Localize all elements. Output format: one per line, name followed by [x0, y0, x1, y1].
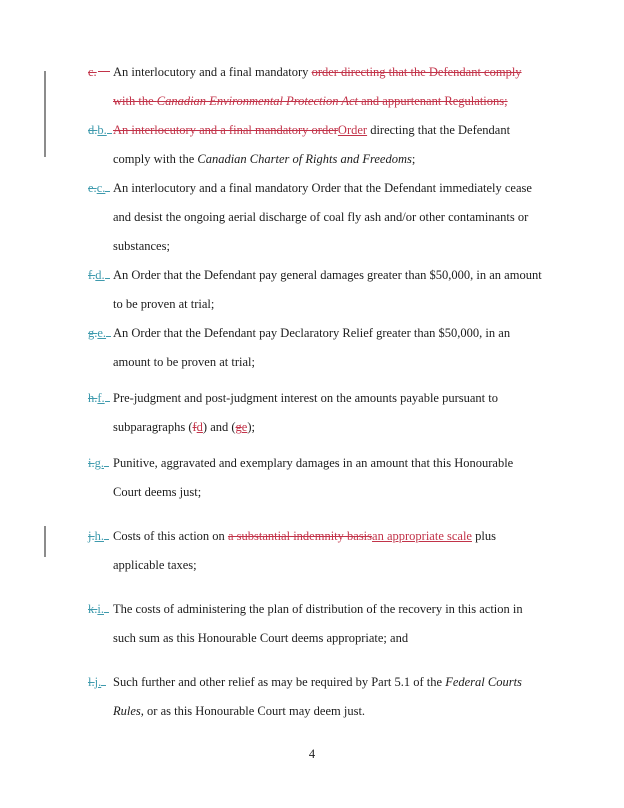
- list-marker: i.g.: [88, 449, 113, 478]
- list-item: [88, 58, 595, 116]
- list-marker: l.j.: [88, 668, 113, 697]
- list-item: [88, 261, 595, 319]
- list-text: Punitive, aggravated and exemplary damages in an amount that this Honourable Court deems just;: [113, 456, 514, 499]
- list-marker: f.d.: [88, 261, 113, 290]
- list-item: [88, 522, 595, 580]
- list-text: The costs of administering the plan of distribution of the recovery in this action in such sum as this Honourable Court deems appropriate; and: [113, 602, 523, 645]
- page-number: 4: [308, 747, 316, 761]
- list-text: An interlocutory and a final mandatory Order that the Defendant immediately cease and desist the ongoing aerial discharge of coal fly ash and/or other contaminants or substances;: [113, 181, 532, 253]
- document-body: [0, 58, 624, 726]
- list-text: An interlocutory and a final mandatory orderOrder directing that the Defendant comply with the Canadian Charter of Rights and Freedoms;: [113, 123, 511, 166]
- list-text: Such further and other relief as may be required by Part 5.1 of the Federal Courts Rules, or as this Honourable Court may deem just.: [113, 675, 522, 718]
- list-item: [88, 668, 595, 726]
- list-marker: g.e.: [88, 319, 113, 348]
- list-marker: k.i.: [88, 595, 113, 624]
- list-item: [88, 174, 595, 261]
- list-item: [88, 319, 595, 377]
- list-marker: h.f.: [88, 384, 113, 413]
- list-marker: d.b.: [88, 116, 113, 145]
- list-item: [88, 449, 595, 507]
- list-text: An Order that the Defendant pay general damages greater than $50,000, in an amount to be proven at trial;: [113, 268, 542, 311]
- list-item: [88, 595, 595, 653]
- list-text: An interlocutory and a final mandatory order directing that the Defendant comply with the Canadian Environmental Protection Act and appurtenant Regulations;: [113, 65, 522, 108]
- list-text: Costs of this action on a substantial indemnity basisan appropriate scale plus applicable taxes;: [113, 529, 496, 572]
- list-text: An Order that the Defendant pay Declaratory Relief greater than $50,000, in an amount to be proven at trial;: [113, 326, 511, 369]
- list-text: Pre-judgment and post-judgment interest on the amounts payable pursuant to subparagraphs (fd) and (ge);: [113, 391, 498, 434]
- list-item: [88, 116, 595, 174]
- list-marker: e.c.: [88, 174, 113, 203]
- list-marker: j.h.: [88, 522, 113, 551]
- list-item: [88, 384, 595, 442]
- list-marker: c.: [88, 58, 113, 87]
